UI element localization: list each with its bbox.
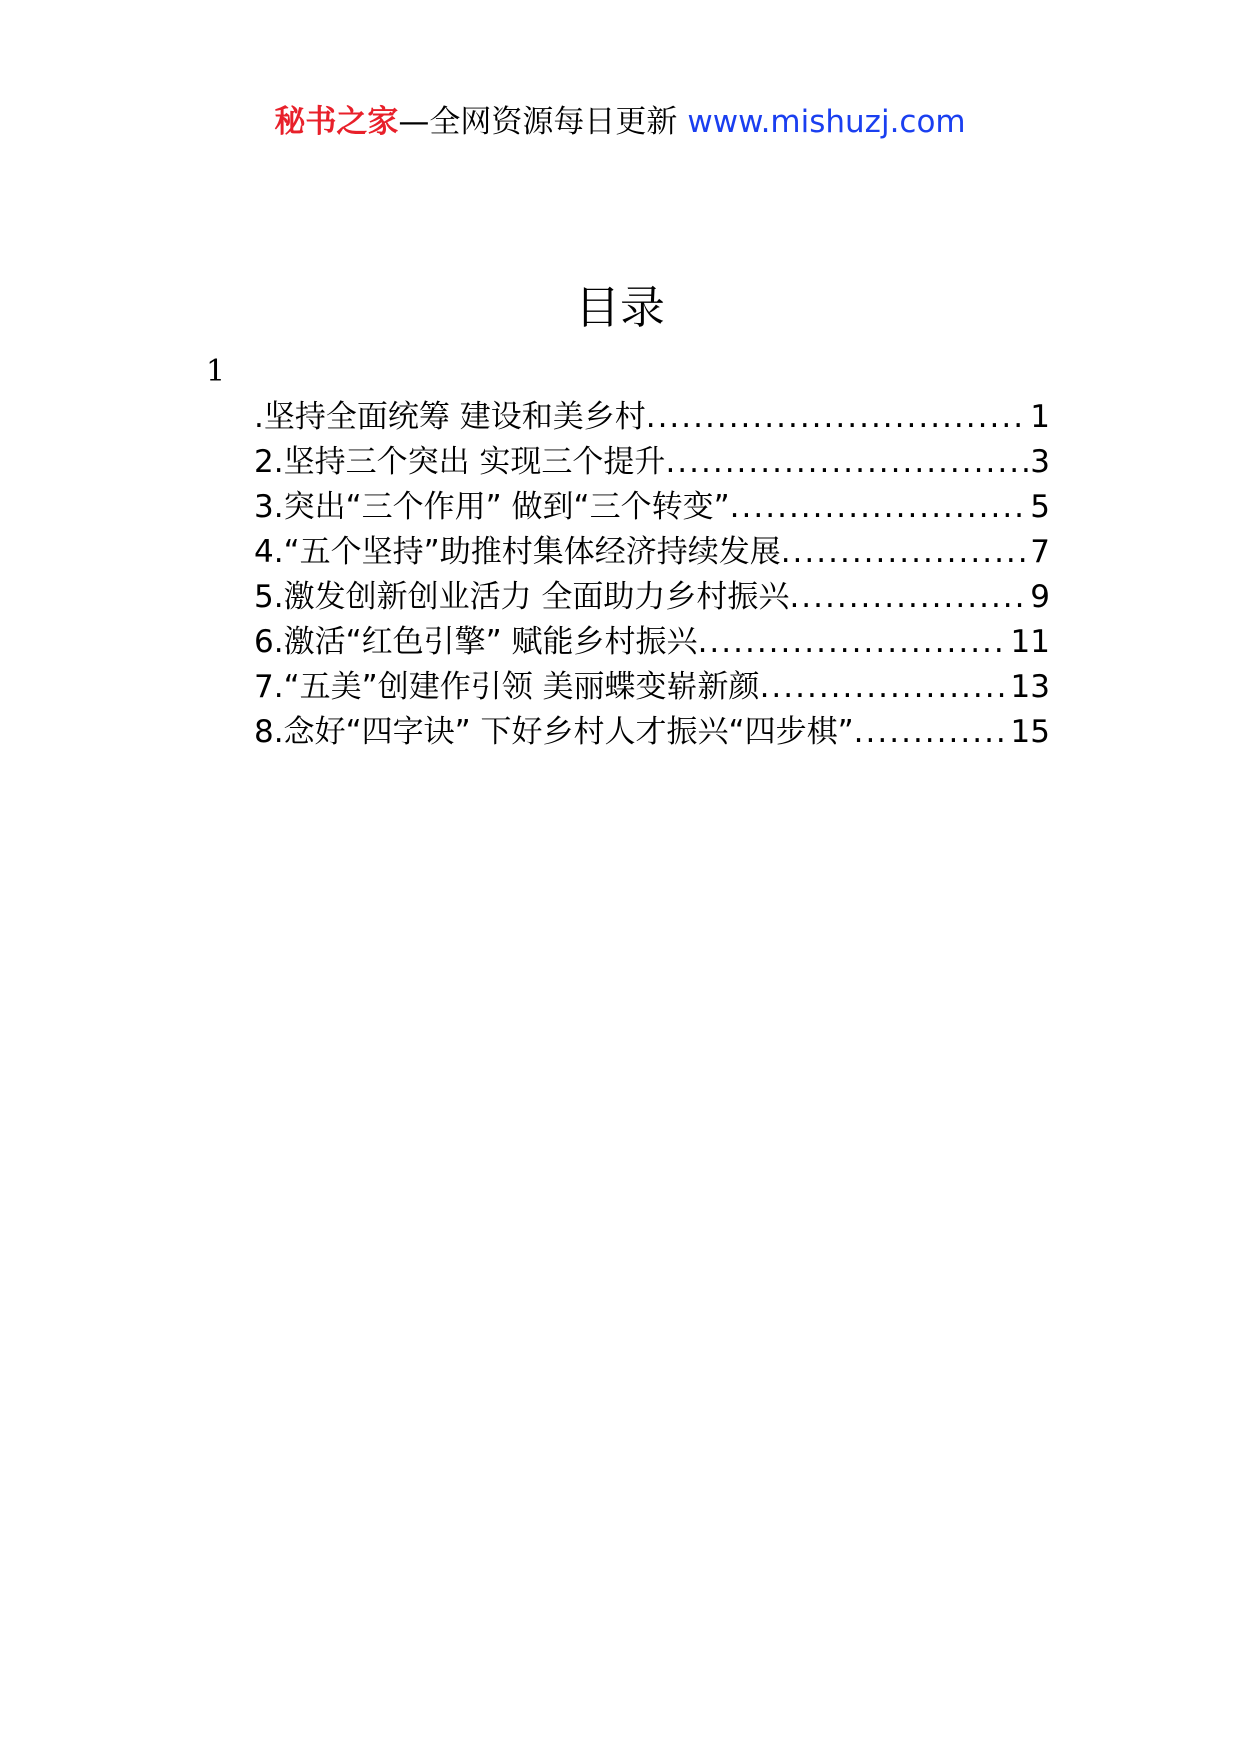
site-header bbox=[0, 100, 1240, 144]
toc-entry[interactable] bbox=[254, 440, 1050, 485]
toc-entry[interactable] bbox=[254, 395, 1050, 440]
toc-dot-leader bbox=[665, 440, 1028, 485]
toc-entry-title: 8.念好“四字诀” 下好乡村人才振兴“四步棋” bbox=[254, 714, 854, 750]
toc-entry-page: 15 bbox=[1010, 714, 1050, 750]
toc-entry[interactable] bbox=[254, 665, 1050, 710]
toc-dot-leader bbox=[730, 485, 1029, 530]
toc-entry[interactable] bbox=[254, 710, 1050, 755]
toc-entry-title: .坚持全面统筹 建设和美乡村 bbox=[254, 399, 646, 435]
toc-title: 目录 bbox=[574, 281, 665, 334]
toc-entry-title: 5.激发创新创业活力 全面助力乡村振兴 bbox=[254, 579, 790, 615]
toc-entry-title: 4.“五个坚持”助推村集体经济持续发展 bbox=[254, 534, 781, 570]
toc-dot-leader bbox=[698, 620, 1009, 665]
page-marker: 1 bbox=[206, 354, 226, 389]
toc-entry[interactable] bbox=[254, 575, 1050, 620]
toc-entry[interactable] bbox=[254, 530, 1050, 575]
toc-entry[interactable] bbox=[254, 620, 1050, 665]
toc-entry-page: 5 bbox=[1030, 489, 1050, 525]
toc-dot-leader bbox=[781, 530, 1029, 575]
table-of-contents bbox=[254, 395, 1050, 755]
site-brand: 秘书之家 bbox=[274, 104, 399, 140]
toc-dot-leader bbox=[760, 665, 1009, 710]
toc-dot-leader bbox=[789, 575, 1028, 620]
site-tagline: —全网资源每日更新 bbox=[398, 104, 678, 140]
toc-entry-page: 7 bbox=[1030, 534, 1050, 570]
toc-entry-page: 9 bbox=[1030, 579, 1050, 615]
toc-entry-title: 2.坚持三个突出 实现三个提升 bbox=[254, 444, 666, 480]
toc-entry-page: 1 bbox=[1030, 399, 1050, 435]
toc-entry-page: 11 bbox=[1010, 624, 1050, 660]
toc-dot-leader bbox=[646, 395, 1029, 440]
toc-entry[interactable] bbox=[254, 485, 1050, 530]
site-url-link[interactable]: www.mishuzj.com bbox=[687, 104, 966, 140]
toc-entry-title: 6.激活“红色引擎” 赋能乡村振兴 bbox=[254, 624, 698, 660]
toc-dot-leader bbox=[854, 710, 1009, 755]
toc-entry-page: 13 bbox=[1010, 669, 1050, 705]
toc-entry-page: 3 bbox=[1030, 444, 1050, 480]
toc-entry-title: 3.突出“三个作用” 做到“三个转变” bbox=[254, 489, 730, 525]
toc-entry-title: 7.“五美”创建作引领 美丽蝶变崭新颜 bbox=[254, 669, 760, 705]
